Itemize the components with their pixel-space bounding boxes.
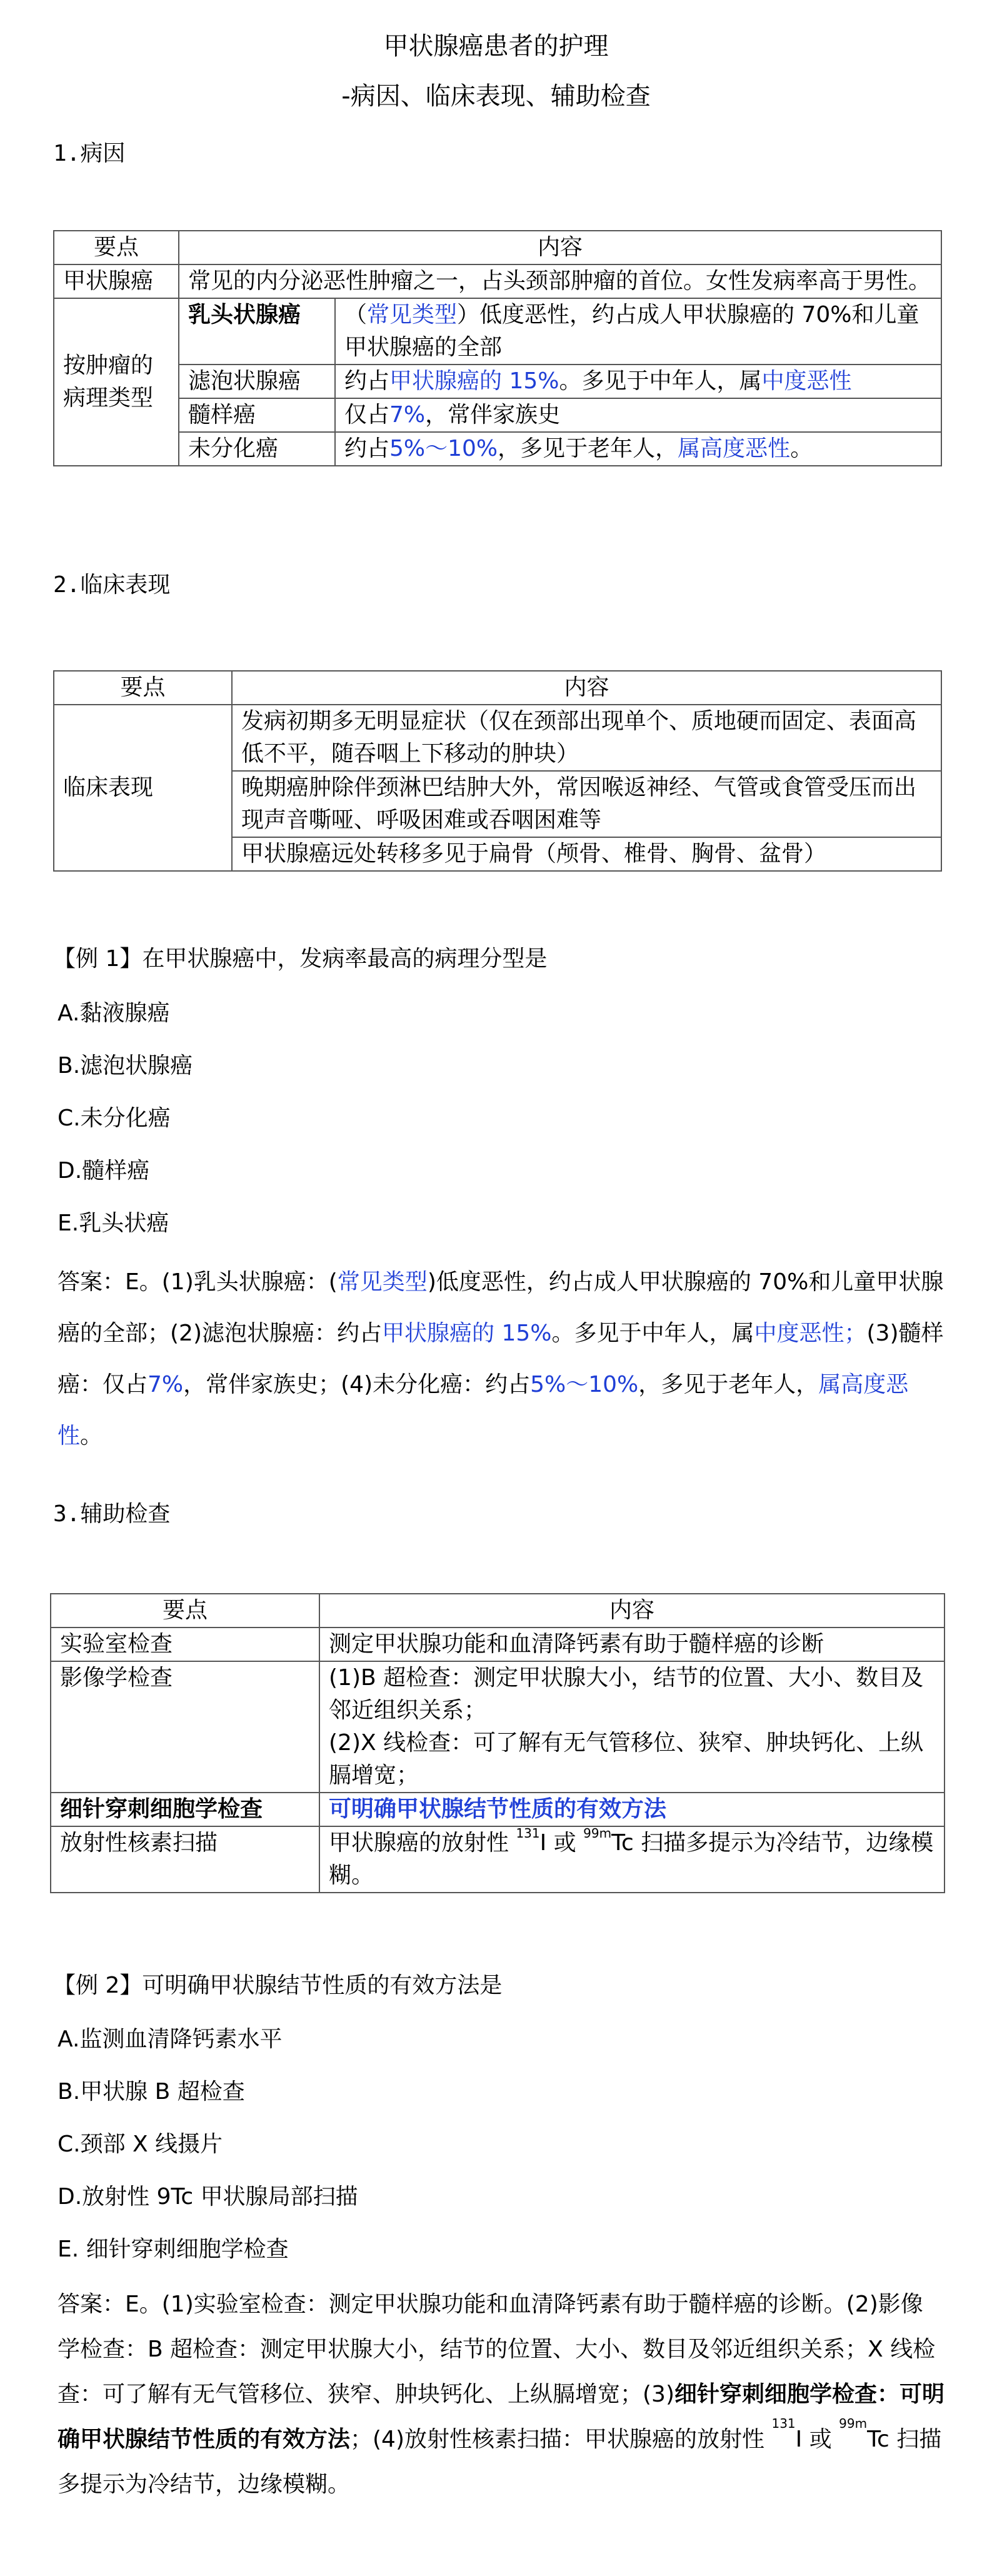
row-content: (1)B 超检查：测定甲状腺大小，结节的位置、大小、数目及邻近组织关系； (2)X 线检查：可了解有无气管移位、狭窄、肿块钙化、上纵膈增宽； <box>319 1661 944 1793</box>
row-content: 晚期癌肿除伴颈淋巴结肿大外，常因喉返神经、气管或食管受压而出现声音嘶哑、呼吸困难或吞咽困难等 <box>232 771 941 837</box>
type-name: 未分化癌 <box>179 432 335 466</box>
type-name: 滤泡状腺癌 <box>179 365 335 398</box>
option-d: D.放射性 9Tc 甲状腺局部扫描 <box>58 2184 358 2210</box>
group-label: 按肿瘤的病理类型 <box>54 298 179 466</box>
type-content: 仅占7%，常伴家族史 <box>335 398 941 432</box>
row-content: 甲状腺癌远处转移多见于扁骨（颅骨、椎骨、胸骨、盆骨） <box>232 837 941 871</box>
clinical-table <box>53 670 942 872</box>
table-row <box>51 1826 944 1893</box>
section-heading-causes: 1.病因 <box>53 141 126 166</box>
option-d: D.髓样癌 <box>58 1158 150 1184</box>
example2-answer: 答案：E。(1)实验室检查：测定甲状腺功能和血清降钙素有助于髓样癌的诊断。(2)影像学检查：B 超检查：测定甲状腺大小，结节的位置、大小、数目及邻近组织关系；X 线检查：可了解有无气管移位、狭窄、肿块钙化、上纵膈增宽；(3)细针穿刺细胞学检查：可明确甲状腺结节性质的有效方法；(4)放射性核素扫描：甲状腺癌的放射性 $^{131}$I 或 $^{99m}$Tc 扫描多提示为冷结节，边缘模糊。 <box>58 2292 945 2497</box>
header-content: 内容 <box>319 1594 944 1628</box>
table-row <box>54 264 941 298</box>
option-c: C.颈部 X 线摄片 <box>58 2131 223 2157</box>
option-e: E.乳头状癌 <box>58 1210 169 1236</box>
doc-title: 甲状腺癌患者的护理 <box>383 32 609 61</box>
row-key: 实验室检查 <box>51 1628 319 1661</box>
row-content: 测定甲状腺功能和血清降钙素有助于髓样癌的诊断 <box>319 1628 944 1661</box>
option-e: E. 细针穿刺细胞学检查 <box>58 2236 289 2262</box>
option-a: A.黏液腺癌 <box>58 1000 170 1026</box>
exams-table <box>50 1593 945 1893</box>
example1-question: 【例 1】在甲状腺癌中，发病率最高的病理分型是 <box>53 946 548 972</box>
row-key: 临床表现 <box>54 705 232 871</box>
type-name: 乳头状腺癌 <box>179 298 335 365</box>
example2-question: 【例 2】可明确甲状腺结节性质的有效方法是 <box>53 1973 503 1998</box>
header-key: 要点 <box>51 1594 319 1628</box>
row-content: 发病初期多无明显症状（仅在颈部出现单个、质地硬而固定、表面高低不平，随吞咽上下移动的肿块） <box>232 705 941 771</box>
option-b: B.甲状腺 B 超检查 <box>58 2079 245 2105</box>
row-key: 甲状腺癌 <box>54 264 179 298</box>
option-a: A.监测血清降钙素水平 <box>58 2026 283 2052</box>
table-row <box>54 398 941 432</box>
table-row <box>54 298 941 365</box>
table-row <box>54 365 941 398</box>
table-header-row <box>51 1594 944 1628</box>
table-row <box>51 1661 944 1793</box>
table-header-row <box>54 671 941 705</box>
type-content: 约占甲状腺癌的 15%。多见于中年人，属中度恶性 <box>335 365 941 398</box>
header-content: 内容 <box>232 671 941 705</box>
row-key: 放射性核素扫描 <box>51 1826 319 1893</box>
section-heading-exams: 3.辅助检查 <box>53 1501 171 1527</box>
row-key: 细针穿刺细胞学检查 <box>51 1793 319 1826</box>
row-key: 影像学检查 <box>51 1661 319 1793</box>
row-content: 常见的内分泌恶性肿瘤之一，占头颈部肿瘤的首位。女性发病率高于男性。 <box>179 264 941 298</box>
table-row <box>51 1793 944 1826</box>
table-row <box>54 705 941 771</box>
doc-subtitle: -病因、临床表现、辅助检查 <box>341 82 651 111</box>
example1-answer: 答案：E。(1)乳头状腺癌：(常见类型)低度恶性，约占成人甲状腺癌的 70%和儿童甲状腺癌的全部；(2)滤泡状腺癌：约占甲状腺癌的 15%。多见于中年人，属中度恶性；(3)髓样癌：仅占7%，常伴家族史；(4)未分化癌：约占5%～10%，多见于老年人，属高度恶性。 <box>58 1269 944 1449</box>
causes-table <box>53 230 942 466</box>
type-content: （常见类型）低度恶性，约占成人甲状腺癌的 70%和儿童甲状腺癌的全部 <box>335 298 941 365</box>
header-key: 要点 <box>54 231 179 264</box>
option-b: B.滤泡状腺癌 <box>58 1053 193 1079</box>
table-row <box>51 1628 944 1661</box>
row-content: 甲状腺癌的放射性 $^{131}$I 或 $^{99m}$Tc 扫描多提示为冷结节，边缘模糊。 <box>319 1826 944 1893</box>
row-content: 可明确甲状腺结节性质的有效方法 <box>319 1793 944 1826</box>
table-header-row <box>54 231 941 264</box>
header-content: 内容 <box>179 231 941 264</box>
table-row <box>54 432 941 466</box>
type-content: 约占5%～10%，多见于老年人，属高度恶性。 <box>335 432 941 466</box>
option-c: C.未分化癌 <box>58 1105 171 1131</box>
section-heading-clinical: 2.临床表现 <box>53 572 171 598</box>
header-key: 要点 <box>54 671 232 705</box>
type-name: 髓样癌 <box>179 398 335 432</box>
